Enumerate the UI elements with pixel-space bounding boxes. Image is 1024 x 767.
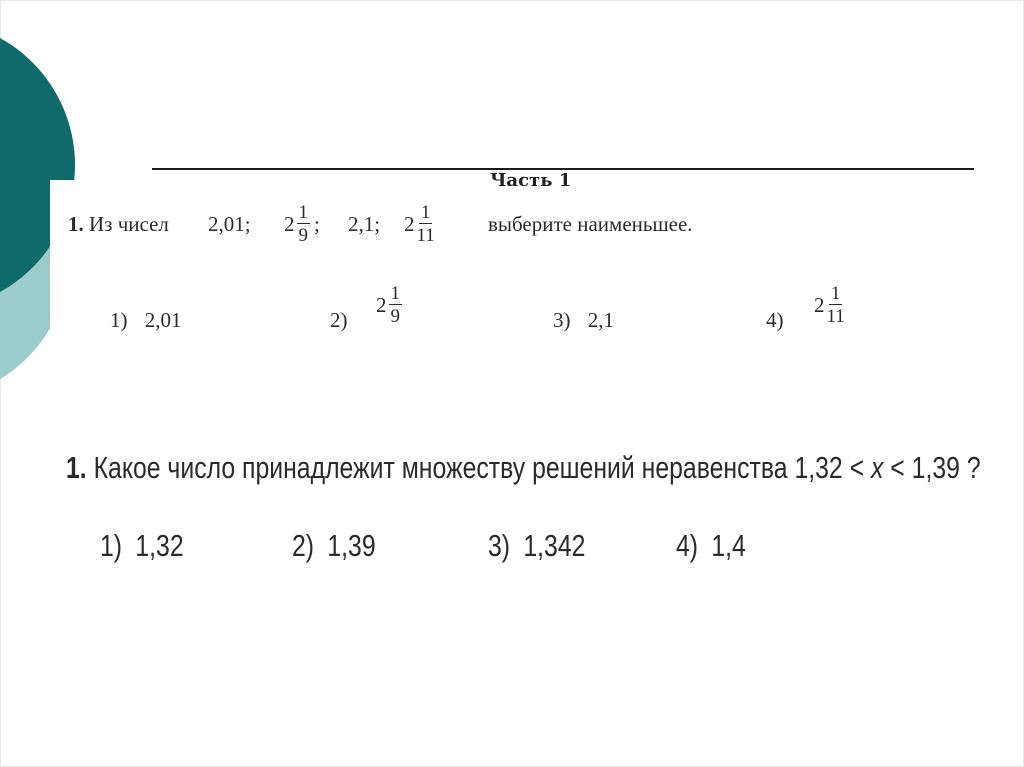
fraction-denominator: 9 — [390, 306, 400, 327]
inequality-right: < 1,39 ? — [890, 450, 981, 485]
answer-label: 3) — [488, 528, 511, 563]
answer-value: 2,1 — [587, 308, 614, 332]
question2-answer-3[interactable] — [488, 528, 585, 564]
answer-value: 1,32 — [135, 528, 184, 563]
question1-answer-2-label[interactable]: 2) — [330, 308, 348, 332]
answer-value: 1,342 — [523, 528, 586, 563]
fraction-denominator: 11 — [416, 225, 435, 246]
mixed-whole: 2 — [376, 292, 387, 317]
question2-line — [66, 450, 981, 486]
inequality-left: 1,32 < — [794, 450, 865, 485]
decor-mask — [50, 180, 80, 350]
question1-line — [68, 212, 169, 237]
question1-answer-1[interactable] — [110, 308, 182, 333]
question1-intro: Из чисел — [89, 212, 169, 236]
answer-label: 1) — [110, 308, 128, 332]
mixed-whole: 2 — [404, 211, 415, 236]
fraction-numerator: 1 — [298, 202, 308, 223]
question1-n4 — [404, 203, 435, 245]
answer-value: 2,01 — [144, 308, 182, 332]
fraction-denominator: 9 — [298, 225, 308, 246]
question2-text: Какое число принадлежит множеству решений неравенства — [93, 450, 788, 485]
mixed-whole: 2 — [814, 292, 825, 317]
fraction — [827, 284, 845, 326]
question1-n2 — [284, 203, 320, 245]
answer-label: 1) — [100, 528, 123, 563]
separator: ; — [314, 211, 320, 236]
question1-number: 1. — [68, 212, 84, 236]
question1-answer-3[interactable] — [553, 308, 614, 333]
question2-number: 1. — [66, 450, 87, 485]
fraction — [417, 203, 435, 245]
answer-value: 1,4 — [711, 528, 746, 563]
question1-n3: 2,1; — [348, 212, 381, 236]
fraction-numerator: 1 — [420, 202, 431, 223]
question2-answer-4[interactable] — [676, 528, 746, 564]
inequality-variable: x — [871, 450, 884, 485]
answer-label: 4) — [676, 528, 699, 563]
fraction-denominator: 11 — [826, 306, 845, 327]
answer-value: 1,39 — [327, 528, 376, 563]
question1-answer-4-label[interactable]: 4) — [766, 308, 784, 332]
fraction — [389, 284, 403, 326]
fraction — [297, 203, 311, 245]
question1-answer-2-value — [376, 284, 402, 326]
horizontal-rule — [152, 168, 974, 170]
question2-answer-1[interactable] — [100, 528, 184, 564]
question1-answer-4-value — [814, 284, 845, 326]
fraction-numerator: 1 — [390, 283, 400, 304]
answer-label: 2) — [292, 528, 315, 563]
part-label: Часть 1 — [490, 172, 572, 186]
question1-n1: 2,01; — [208, 212, 251, 236]
answer-label: 3) — [553, 308, 571, 332]
question1-prompt: выберите наименьшее. — [488, 212, 693, 236]
mixed-whole: 2 — [284, 211, 295, 236]
question2-answer-2[interactable] — [292, 528, 376, 564]
fraction-numerator: 1 — [830, 283, 841, 304]
